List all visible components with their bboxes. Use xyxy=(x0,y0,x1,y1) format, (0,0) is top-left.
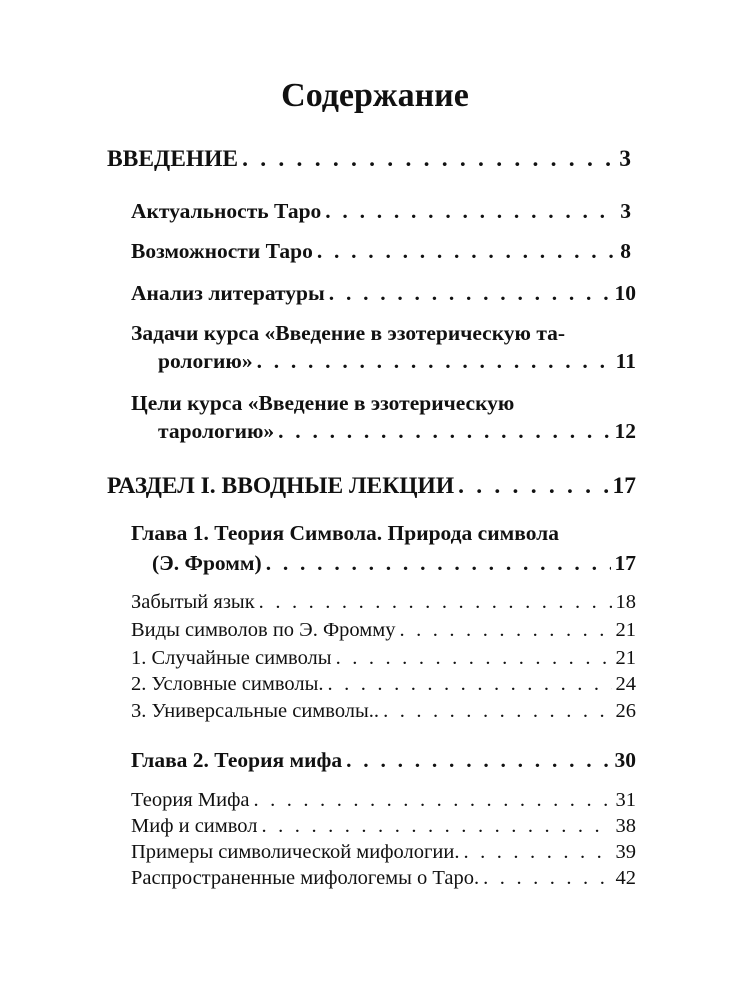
toc-entry-title: Распространенные мифологемы о Таро. xyxy=(131,867,480,889)
toc-entry-title: рологию» xyxy=(158,349,253,373)
toc-line xyxy=(131,644,636,672)
toc-entry-title: Возможности Таро xyxy=(131,239,313,263)
toc-line xyxy=(131,588,636,616)
toc-line xyxy=(131,864,636,892)
toc-entry-title: РАЗДЕЛ I. ВВОДНЫЕ ЛЕКЦИИ xyxy=(107,473,455,499)
toc-page-number: 17 xyxy=(612,473,636,499)
toc-entry-title: (Э. Фромм) xyxy=(152,551,262,575)
dot-leader xyxy=(242,144,615,174)
toc-page-number: 3 xyxy=(620,199,631,223)
dot-leader xyxy=(383,697,611,725)
toc-page-number: 17 xyxy=(614,551,636,575)
toc-page-number: 3 xyxy=(619,146,631,172)
toc-line xyxy=(131,236,631,266)
toc-line xyxy=(107,144,631,174)
toc-entry-title: 1. Случайные символы xyxy=(131,647,332,669)
dot-leader xyxy=(257,346,612,376)
toc-page-number: 8 xyxy=(620,239,631,263)
toc-line-first: Задачи курса «Введение в эзотерическую та- xyxy=(131,321,566,345)
toc-line xyxy=(131,812,636,840)
dot-leader xyxy=(262,812,612,840)
toc-page-number: 30 xyxy=(614,748,636,772)
toc-page-number: 21 xyxy=(615,619,636,641)
toc-line xyxy=(131,838,636,866)
toc-entry-title: Анализ литературы xyxy=(131,281,325,305)
dot-leader xyxy=(336,644,612,672)
dot-leader xyxy=(317,236,616,266)
toc-page-number: 24 xyxy=(615,673,636,695)
toc-page-number: 31 xyxy=(615,789,636,811)
dot-leader xyxy=(253,786,611,814)
toc-line xyxy=(131,670,636,698)
dot-leader xyxy=(399,616,611,644)
toc-page-number: 10 xyxy=(614,281,636,305)
toc-line xyxy=(131,786,636,814)
toc-page-number: 18 xyxy=(615,591,636,613)
toc-entry-title: Примеры символической мифологии. xyxy=(131,841,460,863)
toc-line-first: Цели курса «Введение в эзотерическую xyxy=(131,391,515,415)
toc-entry-title: 2. Условные символы. xyxy=(131,673,324,695)
toc-entry-title: Миф и символ xyxy=(131,815,258,837)
toc-entry-title: Забытый язык xyxy=(131,591,255,613)
toc-page-number: 26 xyxy=(615,700,636,722)
toc-line xyxy=(131,196,631,226)
toc-page-number: 21 xyxy=(615,647,636,669)
toc-entry-title: 3. Универсальные символы.. xyxy=(131,700,380,722)
dot-leader xyxy=(266,548,611,578)
dot-leader xyxy=(483,864,611,892)
toc-line xyxy=(131,697,636,725)
toc-line xyxy=(158,416,636,446)
toc-entry-title: ВВЕДЕНИЕ xyxy=(107,146,239,172)
toc-entry-title: Глава 2. Теория мифа xyxy=(131,748,343,772)
dot-leader xyxy=(278,416,610,446)
dot-leader xyxy=(458,471,608,501)
toc-line xyxy=(131,278,636,308)
toc-line xyxy=(131,616,636,644)
toc-page-number: 11 xyxy=(615,349,636,373)
dot-leader xyxy=(259,588,612,616)
toc-line-first: Глава 1. Теория Символа. Природа символа xyxy=(131,521,559,545)
dot-leader xyxy=(327,670,611,698)
dot-leader xyxy=(463,838,611,866)
toc-line xyxy=(152,548,636,578)
toc-line xyxy=(107,471,636,501)
toc-line xyxy=(158,346,636,376)
page-title: Содержание xyxy=(281,77,469,114)
dot-leader xyxy=(325,196,616,226)
toc-entry-title: тарологию» xyxy=(158,419,275,443)
toc-entry-title: Виды символов по Э. Фромму xyxy=(131,619,396,641)
dot-leader xyxy=(346,745,610,775)
toc-page-number: 39 xyxy=(615,841,636,863)
toc-entry-title: Теория Мифа xyxy=(131,789,250,811)
toc-page-number: 42 xyxy=(615,867,636,889)
toc-page-number: 12 xyxy=(614,419,636,443)
toc-entry-title: Актуальность Таро xyxy=(131,199,322,223)
toc-line xyxy=(131,745,636,775)
toc-page-number: 38 xyxy=(615,815,636,837)
dot-leader xyxy=(329,278,611,308)
